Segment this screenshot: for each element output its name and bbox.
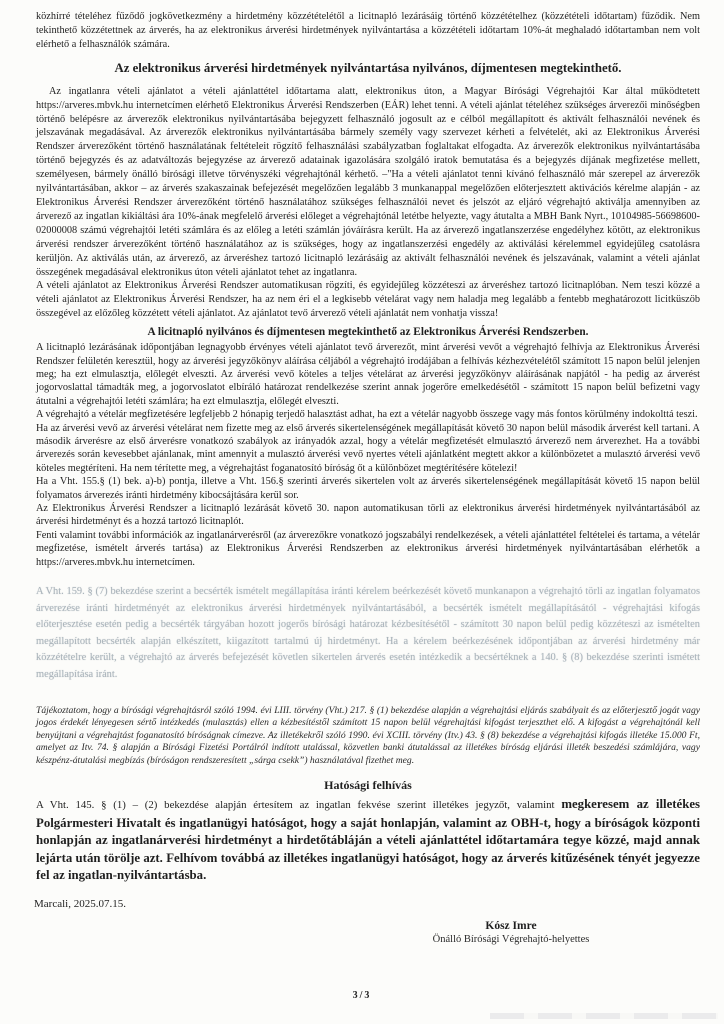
authority-paragraph: [36, 796, 700, 885]
bid-recording-paragraph: A vételi ajánlatot az Elektronikus Árverési Rendszer automatikusan rögzíti, és egyidejűleg közzéteszi az árveréshez tartozó licitnaplóban. Nem teszi közzé a vételi ajánlatot az Elektronikus Árverési Rendszer, ha az nem éri el a legkisebb vételárat vagy nem haladja meg legalább a fentebb meghatározott licitküszöb összegével az előzőleg közzétett vételi ajánlatot. Az ajánlatot tevő árverező vételi ajánlatát nem vonhatja vissza!: [36, 280, 700, 320]
ear-paragraph: Az ingatlanra vételi ajánlatot a vételi ajánlattétel időtartama alatt, elektronikus úton, a Magyar Bírósági Végrehajtói Kar által működtetett https://arveres.mbvk.hu internetcímen elérhető Elektronikus Árverési Rendszerben (EÁR) lehet tenni. A vételi ajánlat tételéhez szükséges árverezői minőségben történő belépésre az árverezők elektronikus nyilvántartásába bejegyzett felhasználó jogosult az e célból megállapított és aktivált felhasználói nevének és jelszavának megadásával. Az árverezők elektronikus nyilvántartásába bármely személy vagy szervezet kérheti a felvételét, aki az Elektronikus Árverési Rendszer árverezőként történő használatának feltételeit rögzítő felhasználási szabályzatban foglaltakat elfogadta. Az árverezők elektronikus nyilvántartásába történő bejegyzés és az adatváltozás bejegyzése az árverező adatainak igazolására szolgáló iratok bemutatása és a bejegyzés díjának megfizetése mellett, személyesen, bármely önálló bírósági illetve törvényszéki végrehajtónál kérhető. –"Ha a vételi ajánlatot tenni kívánó felhasználó már szerepel az árverezők nyilvántartásában, akkor – az árverés szakaszainak befejezését megelőzően legalább 3 munkanappal megelőzően előterjesztett aktivációs kérelme alapján - az Elektronikus Árverési Rendszer árverezőként történő használatához szükséges felhasználói nevet és jelszót az eljáró végrehajtó aktiválja amennyiben az árverező az ingatlan kikiáltási ára 10%-ának megfelelő árverési előleget a végrehajtónál letétbe helyezte, vagy átutalta a MBH Bank Nyrt., 10104985-56698600-02000008 számú végrehajtói letéti számlára és az előleg a letéti számlán jóváírásra került. Ha az árverező ingatlanszerzése engedélyhez kötött, az elektronikus árverési rendszer árverezőként történő használatához az is szükséges, hogy az ingatlanszerzési engedély az aktiválási kérelemmel egyidejűleg csatolásra kerüljön. Az aktiválás után, az árverező, az árveréshez tartozó licitnapló lezárásáig az aktivált felhasználói nevének és jelszavának, valamint a vételi ajánlat összegének megadásával elektronikus úton vételi ajánlatot tehet az ingatlanra.: [36, 85, 700, 278]
legal-remedy-notice: Tájékoztatom, hogy a bírósági végrehajtásról szóló 1994. évi LIII. törvény (Vht.) 217. § (1) bekezdése alapján a végrehajtási eljárás szabályait és az előterjesztő jogát vagy jogos érdekét lényegesen sértő intézkedés (mulasztás) ellen a kézbesítéstől számított 15 napon belül végrehajtási kifogást terjeszthet elő. A kifogást a végrehajtónál kell benyújtani a végrehajtást foganatosító bíróságnak címezve. Az illetékekről szóló 1990. évi XCIII. törvény (Itv.) 43. § (8) bekezdése a végrehajtási kifogás illetéke 15.000 Ft, amelyet az Itv. 74. § alapján a Bírósági Fizetési Portálról indított utalással, közvetlen banki átutalással az illetékes bíróság eljárási illeték beszedési számlájára, vagy készpénz-átutalási megbízás (bíróságon rendszeresített „sárga csekk”) használatával fizethet meg.: [36, 704, 700, 766]
licitnaplo-paragraph: Ha az árverési vevő az árverési vételárat nem fizette meg az első árverés sikertelenségének megállapítását követő 30 napon belül második árverést kell tartani. A második árverésre az első árverésre vonatkozó szabályok az irányadók azzal, hogy a vételár megfizetését elmulasztó árverező nem árverezhet. Ha a további árverezés során kevesebbet ajánlanak, mint amennyit a mulasztó árverési vevő nyertes vételi ajánlatként megtett akkor a különbözetet a mulasztó árverési vevő köteles megtéríteni. Ha nem térítette meg, a végrehajtást foganatosító bíróság őt a különbözet megtérítésére kötelezi!: [36, 422, 700, 474]
licitnaplo-heading: A licitnapló nyilvános és díjmentesen megtekinthető az Elektronikus Árverési Rendszerben.: [147, 326, 589, 339]
page-number: 3/3: [352, 990, 372, 1001]
authority-heading: Hatósági felhívás: [324, 778, 412, 793]
registry-heading: Az elektronikus árverési hirdetmények nyilvántartása nyilvános, díjmentesen megtekinthető.: [114, 60, 622, 75]
continuation-paragraph: közhírré tételéhez fűződő jogkövetkezmény a hirdetmény közzétételétől a licitnapló lezárásáig történő közzétételhez (közzétételi időtartam) fűződik. Nem tekinthető közzétettnek az árverés, ha az elektronikus árverési hirdetmények nyilvántartása a közzétételi időtartam 10%-át meghaladó időtartamban nem volt elérhető a felhasználók számára.: [36, 11, 700, 50]
licitnaplo-paragraph: A licitnapló lezárásának időpontjában legnagyobb érvényes vételi ajánlatot tevő árverezőt, mint árverési vevőt a végrehajtó felhívja az Elektronikus Árverési Rendszer felületén keresztül, hogy az árverési jegyzőkönyv aláírása céljából a végrehajtó irodájában a felhívás kézhezvételétől számított 15 napon belül jelenjen meg; ha ezt elmulasztja, előlegét elveszti. Az árverési vevő köteles a teljes vételárat az árverési jegyzőkönyv aláírásának napjától - ha pedig az árverést jogorvoslattal támadták meg, a jogorvoslatot elbíráló határozat rendelkezése szerint annak jogerőre emelkedésétől - számított 15 napon belül befizetni vagy átutalni a végrehajtói letéti számlára; ha ezt elmulasztja, előlegét elveszti.: [36, 342, 700, 407]
date-line: Marcali, 2025.07.15.: [34, 898, 126, 910]
scan-artifact: [490, 1013, 718, 1019]
licitnaplo-paragraph: Fenti valamint további információk az ingatlanárverésről (az árverezőkre vonatkozó jogszabályi rendelkezések, a vételi ajánlattétel feltételei és tartama, a vételár megfizetése, ismételt árverés tartása) az Elektronikus Árverési Rendszerben az elektronikus árverési hirdetmények nyilvántartásában elérhetők a https://arveres.mbvk.hu internetcímen.: [36, 529, 700, 568]
signer-name: Kósz Imre: [485, 920, 537, 932]
signer-title: Önálló Bírósági Végrehajtó-helyettes: [432, 934, 590, 945]
licitnaplo-paragraph: Az Elektronikus Árverési Rendszer a licitnapló lezárását követő 30. napon automatikusan törli az elektronikus árverési hirdetmények nyilvántartásából az árverési hirdetményt és a hozzá tartozó licitnaplót.: [36, 503, 700, 528]
authority-bold-text: megkeresem az illetékes Polgármesteri Hivatalt és ingatlanügyi hatóságot, hogy a saját honlapján, valamint az OBH-t, hogy a bíróságok központi honlapján az ingatlanárverési hirdetményt a hirdetőtábláján a vételi ajánlattétel időtartamára tegye közzé, majd annak lejárta után törölje azt. Felhívom továbbá az illetékes ingatlanügyi hatóságot, hogy az árverés kitűzésének tényét jegyezze fel az ingatlan-nyilvántartásba.: [36, 797, 700, 883]
authority-intro-text: A Vht. 145. § (1) – (2) bekezdése alapján értesítem az ingatlan fekvése szerint illetékes jegyzőt, valamint: [36, 799, 562, 812]
revaluation-paragraph-faded: A Vht. 159. § (7) bekezdése szerint a becsérték ismételt megállapítása iránti kérelem beérkezését követő munkanapon a végrehajtó törli az ingatlan folyamatos árverezése iránti hirdetményét az elektronikus árverési hirdetmények nyilvántartásából, a becsérték ismételt megállapításától - végrehajtási kifogás előterjesztése esetén pedig a becsérték tárgyában hozott jogerős bírósági határozat kézbesítésétől - számított 30 napon belül pedig közzéteszi az ismételten megállapított becsérték alapján elkészített, kiigazított tartalmú új hirdetményt. Ha a kérelem beérkezésének időpontjában az árverési hirdetmény már közzétételre került, a végrehajtó az árverés befejezését követlen sikertelen árverés esetén intézkedik a becsértéknek a 140. § (8) bekezdése szerinti ismétett megállapítása iránt.: [36, 586, 700, 680]
licitnaplo-paragraph: A végrehajtó a vételár megfizetésére legfeljebb 2 hónapig terjedő halasztást adhat, ha ezt a vételár nagyobb összege vagy más fontos körülmény indokolttá teszi.: [36, 409, 698, 421]
licitnaplo-paragraph: Ha a Vht. 155.§ (1) bek. a)-b) pontja, illetve a Vht. 156.§ szerinti árverés sikertelen volt az árverés sikertelenségének megállapítását követő 15 napon belül folyamatos árverezés iránti hirdetmény kibocsájtására kerül sor.: [36, 476, 700, 501]
signature-block: [356, 920, 666, 945]
